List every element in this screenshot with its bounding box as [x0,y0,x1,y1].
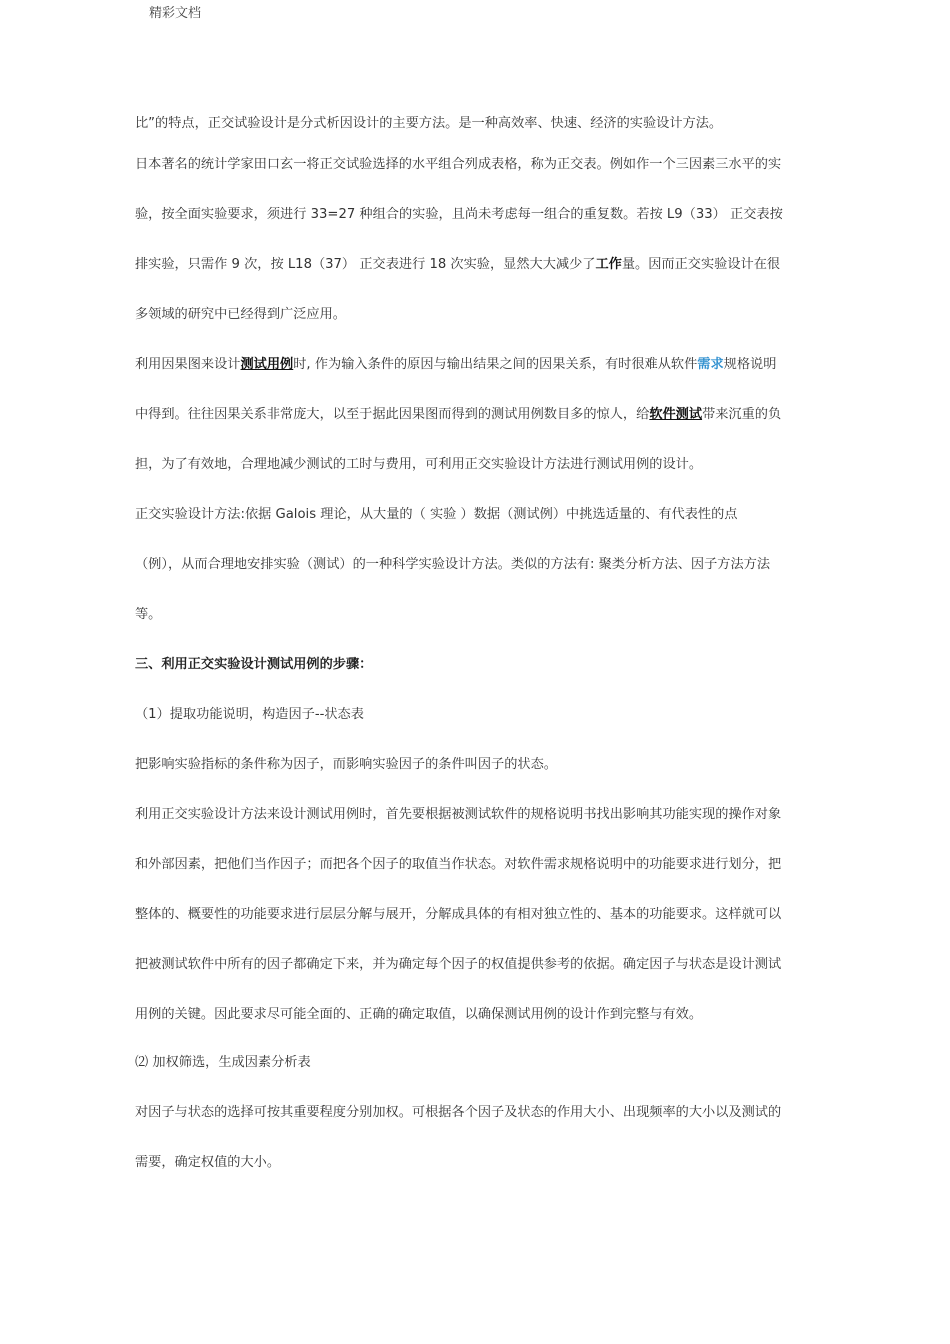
section-heading: 三、利用正交实验设计测试用例的步骤： [135,657,373,672]
step-heading: ⑵ 加权筛选，生成因素分析表 [135,1055,311,1070]
text-span: 规格说明 [723,357,777,372]
text-span: 量。因而正交实验设计在很 [621,257,781,272]
text-line [135,255,812,275]
document-header: 精彩文档 [149,6,202,21]
text-line: 整体的、概要性的功能要求进行层层分解与展开，分解成具体的有相对独立性的、基本的功能要求。这样就可以 [135,907,782,922]
text-line [135,405,812,425]
step-heading: （1）提取功能说明，构造因子--状态表 [135,707,364,722]
text-line: 和外部因素，把他们当作因子；而把各个因子的取值当作状态。对软件需求规格说明中的功能要求进行划分，把 [135,857,782,872]
text-line: 把影响实验指标的条件称为因子，而影响实验因子的条件叫因子的状态。 [135,757,557,772]
keyword-work: 工作 [595,257,622,272]
text-span: 带来沉重的负 [702,407,782,422]
text-line: 把被测试软件中所有的因子都确定下来，并为确定每个因子的权值提供参考的依据。确定因子与状态是设计测试 [135,957,782,972]
text-line: 多领域的研究中已经得到广泛应用。 [135,307,346,322]
text-span: 中得到。往往因果关系非常庞大，以至于据此因果图而得到的测试用例数目多的惊人，给 [135,407,650,422]
text-line: 等。 [135,607,162,622]
text-line: 对因子与状态的选择可按其重要程度分别加权。可根据各个因子及状态的作用大小、出现频率的大小以及测试的 [135,1105,782,1120]
text-line: 验，按全面实验要求，须进行 33=27 种组合的实验，且尚未考虑每一组合的重复数。若按 L9（33） 正交表按 [135,207,783,222]
text-line: 利用正交实验设计方法来设计测试用例时，首先要根据被测试软件的规格说明书找出影响其功能实现的操作对象 [135,807,782,822]
text-line: 比”的特点，正交试验设计是分式析因设计的主要方法。是一种高效率、快速、经济的实验设计方法。 [135,116,723,131]
text-line: 需要，确定权值的大小。 [135,1155,281,1170]
text-span: 时, 作为输入条件的原因与输出结果之间的因果关系，有时很难从软件 [293,357,698,372]
link-software-testing[interactable]: 软件测试 [649,407,703,422]
link-test-case[interactable]: 测试用例 [240,357,294,372]
text-span: 排实验，只需作 9 次，按 L18（37） 正交表进行 18 次实验，显然大大减少了 [135,257,596,272]
text-line: 正交实验设计方法:依据 Galois 理论，从大量的（ 实验 ）数据（测试例）中挑选适量的、有代表性的点 [135,507,738,522]
text-line: 日本著名的统计学家田口玄一将正交试验选择的水平组合列成表格，称为正交表。例如作一个三因素三水平的实 [135,157,782,172]
text-line: 担，为了有效地，合理地减少测试的工时与费用，可利用正交实验设计方法进行测试用例的设计。 [135,457,703,472]
link-requirement[interactable]: 需求 [697,357,724,372]
text-line: （例），从而合理地安排实验（测试）的一种科学实验设计方法。类似的方法有: 聚类分析方法、因子方法方法 [135,557,771,572]
text-line: 用例的关键。因此要求尽可能全面的、正确的确定取值，以确保测试用例的设计作到完整与有效。 [135,1007,703,1022]
text-line [135,355,812,375]
text-span: 利用因果图来设计 [135,357,241,372]
